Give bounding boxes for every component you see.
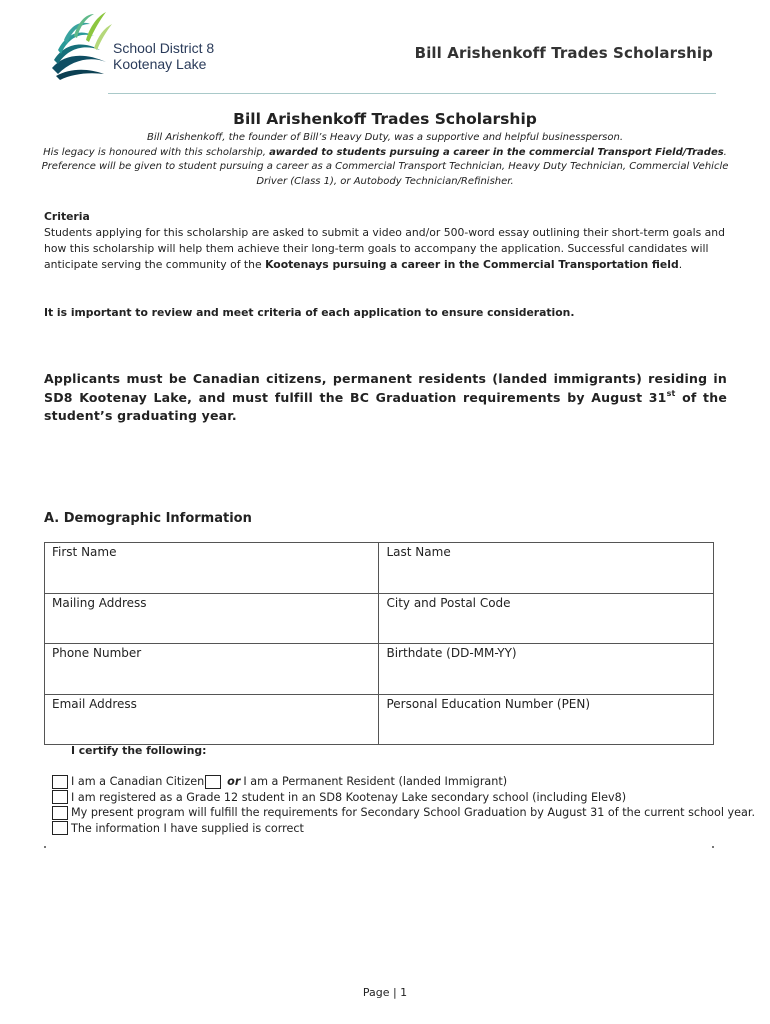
- list-item: [52, 821, 755, 837]
- list-item: [52, 790, 755, 806]
- criteria-section: [44, 209, 734, 273]
- intro-line-3: Preference will be given to student pursuing a career as a Commercial Transport Technician, Heavy Duty Technician, Commercial Vehicle Driver (Class 1), or Autobody Technician/Refinisher.: [41, 161, 729, 187]
- page-number: Page | 1: [362, 986, 408, 999]
- phone-number-field[interactable]: Phone Number: [45, 644, 379, 695]
- important-notice: It is important to review and meet criteria of each application to ensure consideration.: [44, 306, 575, 319]
- margin-mark-left: [44, 846, 46, 848]
- list-item: [52, 805, 755, 821]
- intro-line-2-end: .: [723, 146, 727, 158]
- email-address-field[interactable]: Email Address: [45, 694, 379, 745]
- eligibility-statement: [44, 370, 727, 426]
- certify-checklist: [52, 774, 755, 836]
- table-row: [45, 644, 714, 695]
- mailing-address-field[interactable]: Mailing Address: [45, 593, 379, 644]
- intro-line-1: Bill Arishenkoff, the founder of Bill’s Heavy Duty, was a supportive and helpful businessperson.: [146, 132, 624, 143]
- table-row: [45, 694, 714, 745]
- criteria-bold: Kootenays pursuing a career in the Commercial Transportation field: [265, 258, 679, 271]
- criteria-heading: Criteria: [44, 210, 90, 223]
- eligibility-text-a: Applicants must be Canadian citizens, permanent residents (landed immigrants) residing in SD8 Kootenay Lake, and must fulfill the BC Graduation requirements by August 31: [44, 371, 727, 405]
- intro-paragraph: [40, 131, 730, 189]
- pen-field[interactable]: Personal Education Number (PEN): [379, 694, 714, 745]
- demographic-table: [44, 542, 714, 745]
- permanent-resident-checkbox[interactable]: [205, 775, 221, 789]
- canadian-citizen-label: I am a Canadian Citizen: [71, 775, 205, 788]
- intro-line-2-bold: awarded to students pursuing a career in the commercial Transport Field/Trades: [269, 146, 724, 158]
- criteria-text: [44, 225, 734, 273]
- last-name-field[interactable]: Last Name: [379, 543, 714, 594]
- criteria-body: Students applying for this scholarship are asked to submit a video and/or 500-word essay outlining their short-term goals and how this scholarship will help them achieve their long-term goals to accompany the application. Successful candidates will anticipate serving the community of the: [44, 226, 725, 271]
- logo-line-1: School District 8: [113, 40, 215, 56]
- info-correct-checkbox[interactable]: [52, 821, 68, 835]
- margin-mark-right: [712, 846, 714, 848]
- birthdate-field[interactable]: Birthdate (DD-MM-YY): [379, 644, 714, 695]
- header-divider: [108, 93, 716, 94]
- eligibility-superscript: st: [666, 388, 676, 398]
- page-title: Bill Arishenkoff Trades Scholarship: [233, 110, 537, 128]
- table-row: [45, 593, 714, 644]
- permanent-resident-label: I am a Permanent Resident (landed Immigrant): [243, 775, 508, 788]
- district-logo-icon: [50, 10, 114, 82]
- table-row: [45, 543, 714, 594]
- logo-line-2: Kootenay Lake: [113, 56, 207, 72]
- criteria-end: .: [678, 258, 683, 271]
- certify-label: I certify the following:: [71, 744, 207, 757]
- canadian-citizen-checkbox[interactable]: [52, 775, 68, 789]
- first-name-field[interactable]: First Name: [45, 543, 379, 594]
- district-logo: [50, 10, 225, 82]
- graduation-label: My present program will fulfill the requirements for Secondary School Graduation by August 31 of the current school year.: [71, 806, 755, 819]
- list-item: [52, 774, 755, 790]
- grade12-checkbox[interactable]: [52, 790, 68, 804]
- info-correct-label: The information I have supplied is correct: [71, 821, 304, 835]
- graduation-checkbox[interactable]: [52, 806, 68, 820]
- city-postal-field[interactable]: City and Postal Code: [379, 593, 714, 644]
- section-a-heading: A. Demographic Information: [44, 511, 252, 526]
- grade12-label: I am registered as a Grade 12 student in an SD8 Kootenay Lake secondary school (including Elev8): [71, 790, 627, 804]
- logo-wordmark: [113, 40, 214, 72]
- eligibility-text-b: of the student’s graduating year.: [44, 389, 727, 423]
- intro-line-2-start: His legacy is honoured with this scholarship,: [43, 146, 270, 158]
- running-header-title: Bill Arishenkoff Trades Scholarship: [414, 44, 713, 62]
- intro-line-2: [40, 146, 730, 161]
- or-label: or: [227, 775, 241, 788]
